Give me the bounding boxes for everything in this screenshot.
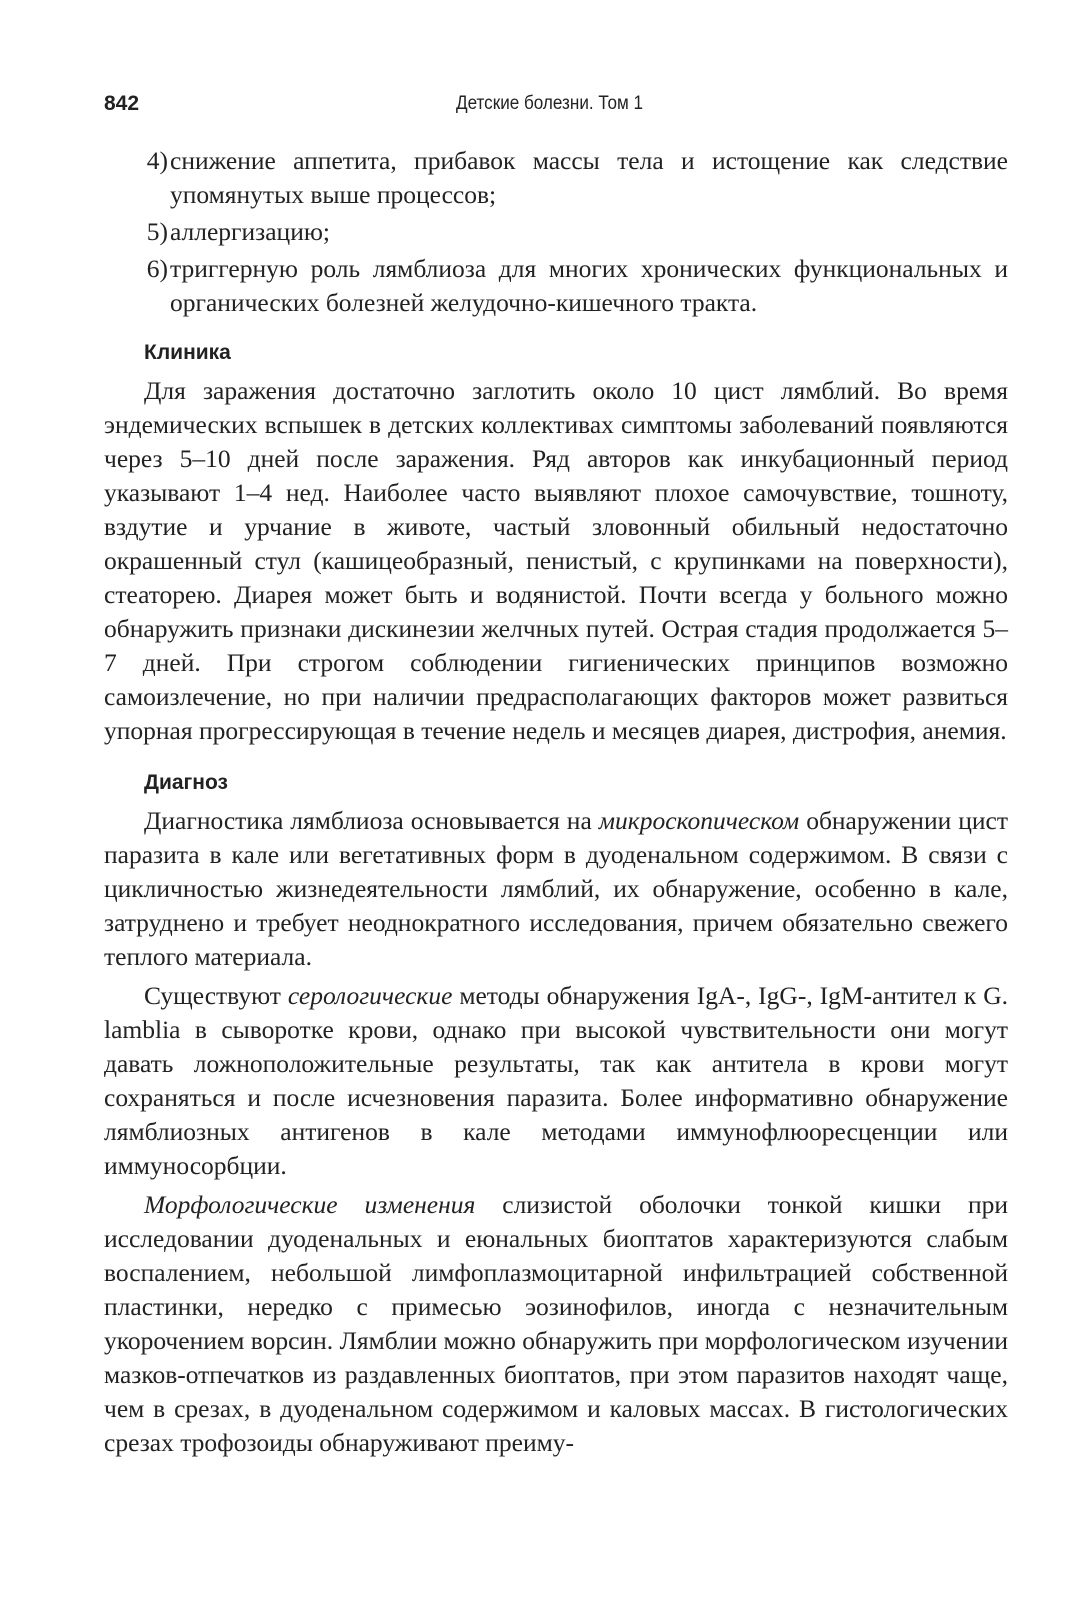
running-head: [104, 92, 1008, 122]
section-heading-clinic: Клиника: [144, 341, 231, 364]
emphasis-microscopic: микроскопическом: [598, 806, 800, 835]
list-item: [104, 215, 1008, 249]
list-item: [104, 144, 1008, 212]
clinic-paragraph: Для заражения достаточно заглотить около 10 цист лямблий. Во время эндемических вспышек в детских коллективах симптомы заболеваний появляются через 5–10 дней после заражения. Ряд авторов как инкубационный период указывают 1–4 нед. Наиболее часто выявляют плохое самочувствие, тошноту, вздутие и урчание в животе, частый зловонный обильный недостаточно окрашенный стул (кашицеобразный, пенистый, с крупинками на поверхности), стеаторею. Диарея может быть и водянистой. Почти всегда у больного можно обнаружить признаки дискинезии желчных путей. Острая стадия продолжается 5–7 дней. При строгом соблюдении гигиенических принципов возможно самоизлечение, но при наличии предрасполагающих факторов может развиться упорная прогрессирующая в течение недель и месяцев диарея, дистрофия, анемия.: [104, 376, 1008, 745]
text-run: Диагностика лямблиоза основывается на: [144, 806, 599, 835]
page-number: 842: [104, 92, 140, 115]
text-run: слизистой оболочки тонкой кишки при исследовании дуоденальных и еюнальных биоптатов характеризуются слабым воспалением, небольшой лимфоплазмоцитарной инфильтрацией собственной пластинки, нередко с примесью эозинофилов, иногда с незначительным укорочением ворсин. Лямблии можно обнаружить при морфологическом изучении мазков-отпечатков из раздавленных биоптатов, при этом паразитов находят чаще, чем в срезах, в дуоденальном содержимом и каловых массах. В гистологических срезах трофозоиды обнаруживают преиму-: [104, 1190, 1008, 1457]
body-text: [104, 144, 1008, 1460]
running-title: Детские болезни. Том 1: [456, 93, 644, 114]
list-item-text: триггерную роль лямблиоза для многих хронических функциональных и органических болезней желудочно-кишечного тракта.: [170, 254, 1008, 317]
list-item-number: 5): [146, 217, 168, 246]
diagnosis-paragraph-3: [104, 1188, 1008, 1460]
list-item-number: 4): [146, 146, 168, 175]
section-heading-diagnosis: Диагноз: [144, 771, 228, 794]
list-item-number: 6): [146, 254, 168, 283]
text-run: обнаружении цист паразита в кале или вегетативных форм в дуоденальном содержимом. В связи с цикличностью жизнедеятельности лямблий, их обнаружение, особенно в кале, затруднено и требует неоднократного исследования, причем обязательно свежего теплого материала.: [104, 806, 1008, 971]
symptom-list: [104, 144, 1008, 320]
emphasis-morphological-changes: Морфологические изменения: [144, 1190, 476, 1219]
list-item: [104, 252, 1008, 320]
text-run: Существуют: [144, 981, 288, 1010]
diagnosis-paragraph-2: [104, 979, 1008, 1183]
list-item-text: снижение аппетита, прибавок массы тела и истощение как следствие упомянутых выше процессов;: [170, 146, 1008, 209]
text-run: методы обнаружения IgA-, IgG-, IgM-антител к G. lamblia в сыворотке крови, однако при высокой чувствительности они могут давать ложноположительные результаты, так как антитела в крови могут сохраняться и после исчезновения паразита. Более информативно обнаружение лямблиозных антигенов в кале методами иммунофлюоресценции или иммуносорбции.: [104, 981, 1008, 1180]
emphasis-serological: серологические: [287, 981, 453, 1010]
list-item-text: аллергизацию;: [170, 217, 330, 246]
diagnosis-paragraph-1: [104, 804, 1008, 974]
